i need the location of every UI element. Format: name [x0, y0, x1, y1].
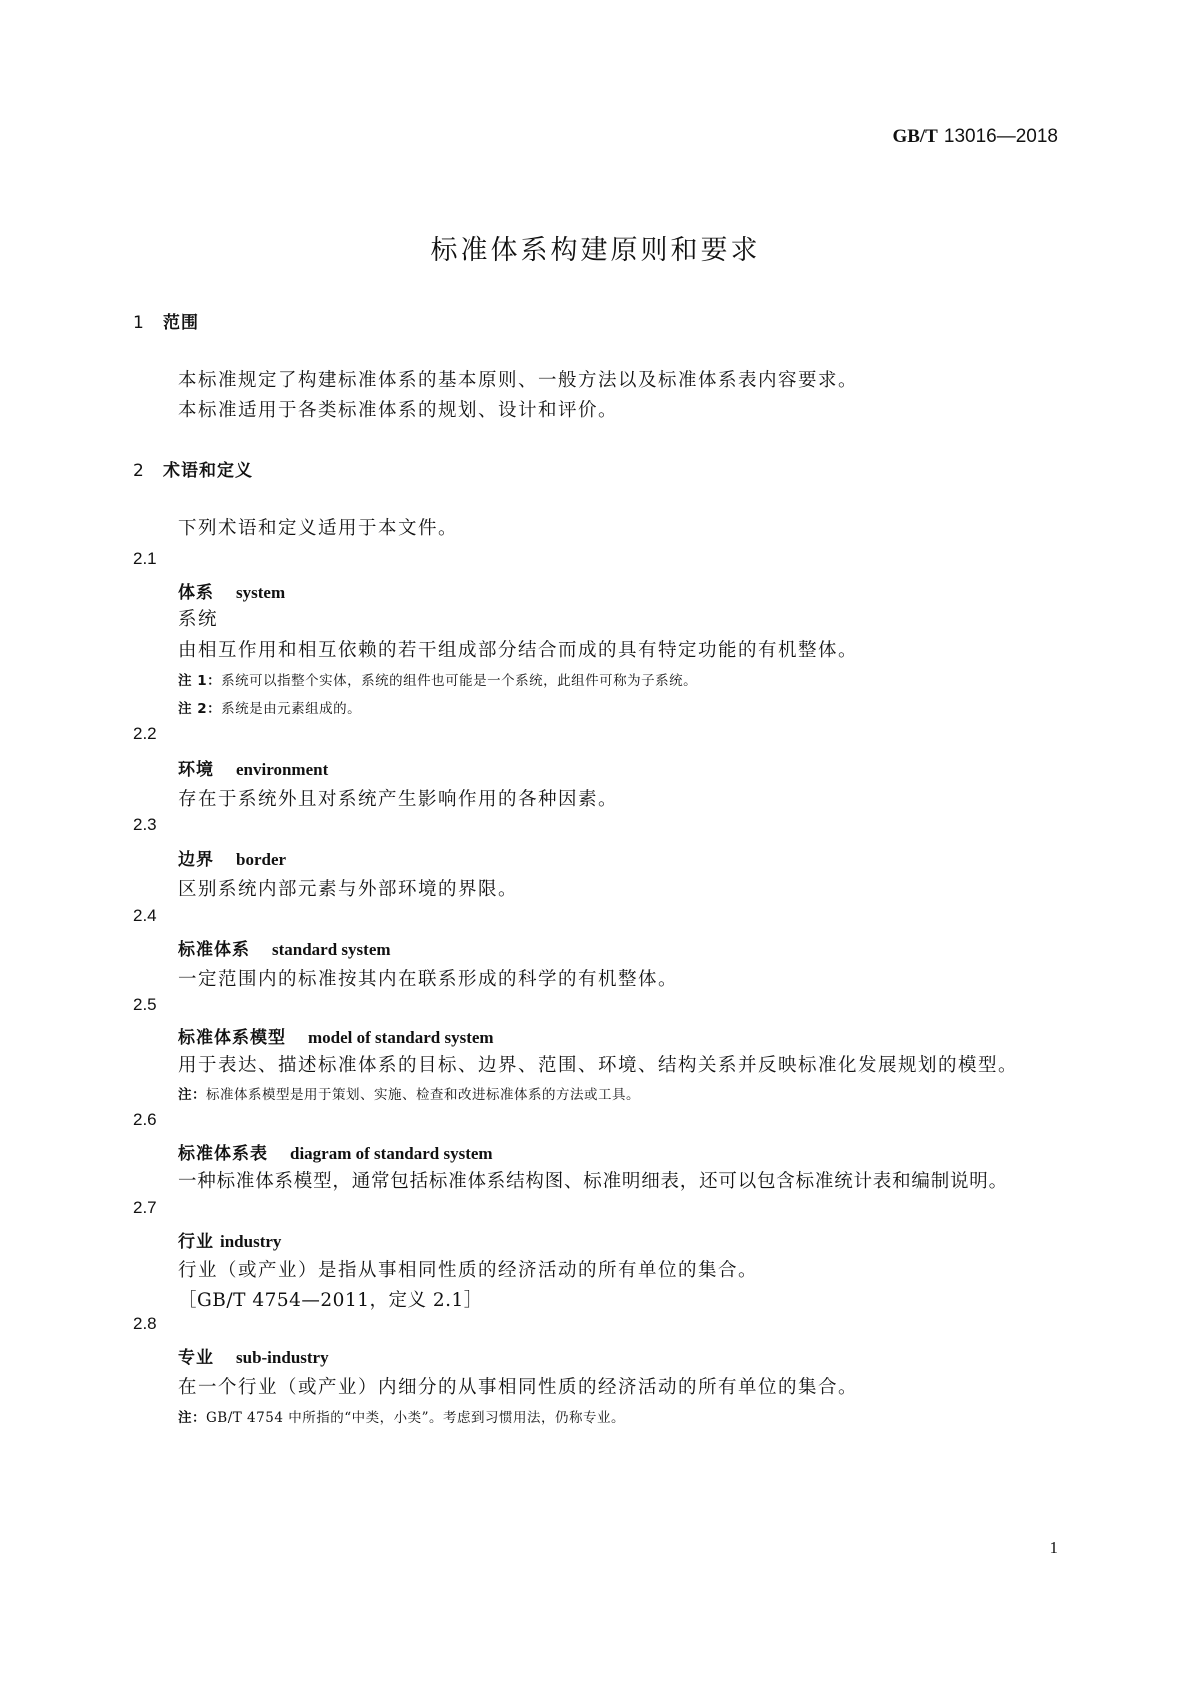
clause-number: 2.4: [133, 906, 157, 925]
standard-prefix: GB/T: [892, 126, 938, 147]
term-source: ［GB/T 4754—2011，定义 2.1］: [178, 1290, 483, 1311]
term-english: system: [236, 583, 286, 602]
clause-number: 2.2: [133, 724, 157, 743]
term-english: model of standard system: [308, 1028, 494, 1047]
note-text: GB/T 4754 中所指的“中类，小类”。考虑到习惯用法，仍称专业。: [206, 1410, 625, 1426]
note-label: 注：: [178, 1087, 206, 1103]
term-definition: 由相互作用和相互依赖的若干组成部分结合而成的具有特定功能的有机整体。: [178, 640, 859, 661]
term-heading: [178, 1139, 493, 1164]
term-english: industry: [220, 1232, 282, 1251]
clause-number: 2.8: [133, 1314, 157, 1333]
scope-paragraph: 本标准适用于各类标准体系的规划、设计和评价。: [178, 400, 619, 421]
term-english: diagram of standard system: [290, 1144, 493, 1163]
term-heading: [178, 845, 286, 870]
term-note: [178, 697, 361, 717]
term-note: [178, 1406, 625, 1426]
scope-paragraph: 本标准规定了构建标准体系的基本原则、一般方法以及标准体系表内容要求。: [178, 370, 859, 391]
term-english: sub-industry: [236, 1348, 329, 1367]
term-note: [178, 669, 697, 689]
term-heading: [178, 755, 328, 780]
term-heading: [178, 1227, 281, 1252]
term-definition: 用于表达、描述标准体系的目标、边界、范围、环境、结构关系并反映标准化发展规划的模型。: [178, 1055, 1019, 1076]
section-number: 2: [133, 461, 144, 481]
section-number: 1: [133, 313, 144, 333]
term-chinese: 标准体系: [178, 940, 250, 960]
term-definition: 一定范围内的标准按其内在联系形成的科学的有机整体。: [178, 969, 679, 990]
term-chinese: 边界: [178, 850, 214, 870]
section-1-heading: [133, 308, 199, 333]
section-title: 术语和定义: [163, 461, 253, 481]
term-definition: 区别系统内部元素与外部环境的界限。: [178, 879, 519, 900]
term-heading: [178, 578, 285, 603]
term-heading: [178, 935, 391, 960]
clause-number: 2.7: [133, 1198, 157, 1217]
term-note: [178, 1083, 640, 1103]
term-definition: 一种标准体系模型，通常包括标准体系结构图、标准明细表，还可以包含标准统计表和编制说明。: [178, 1171, 1008, 1192]
term-chinese: 环境: [178, 760, 214, 780]
term-chinese: 专业: [178, 1348, 214, 1368]
terms-intro: 下列术语和定义适用于本文件。: [178, 518, 459, 539]
term-synonym: 系统: [178, 609, 219, 630]
page-number: 1: [1049, 1538, 1058, 1557]
term-english: border: [236, 850, 287, 869]
term-chinese: 标准体系表: [178, 1144, 268, 1164]
standard-code: [892, 125, 1058, 148]
term-english: environment: [236, 760, 329, 779]
clause-number: 2.3: [133, 815, 157, 834]
note-text: 标准体系模型是用于策划、实施、检查和改进标准体系的方法或工具。: [206, 1087, 640, 1103]
section-title: 范围: [163, 313, 199, 333]
term-definition: 在一个行业（或产业）内细分的从事相同性质的经济活动的所有单位的集合。: [178, 1377, 859, 1398]
clause-number: 2.5: [133, 995, 157, 1014]
note-text: 系统可以指整个实体，系统的组件也可能是一个系统，此组件可称为子系统。: [221, 673, 698, 689]
term-chinese: 体系: [178, 583, 214, 603]
term-heading: [178, 1343, 329, 1368]
section-2-heading: [133, 456, 253, 481]
term-chinese: 行业: [178, 1232, 214, 1252]
document-title: 标准体系构建原则和要求: [430, 235, 761, 266]
note-text: 系统是由元素组成的。: [221, 701, 362, 717]
standard-number: 13016—2018: [943, 126, 1058, 147]
term-definition: 存在于系统外且对系统产生影响作用的各种因素。: [178, 789, 619, 810]
clause-number: 2.1: [133, 549, 157, 568]
term-definition: 行业（或产业）是指从事相同性质的经济活动的所有单位的集合。: [178, 1260, 759, 1281]
note-label: 注：: [178, 1410, 206, 1426]
note-label: 注 2：: [178, 701, 222, 717]
term-heading: [178, 1023, 494, 1048]
note-label: 注 1：: [178, 673, 222, 689]
term-english: standard system: [272, 940, 391, 959]
clause-number: 2.6: [133, 1110, 157, 1129]
term-chinese: 标准体系模型: [178, 1028, 286, 1048]
